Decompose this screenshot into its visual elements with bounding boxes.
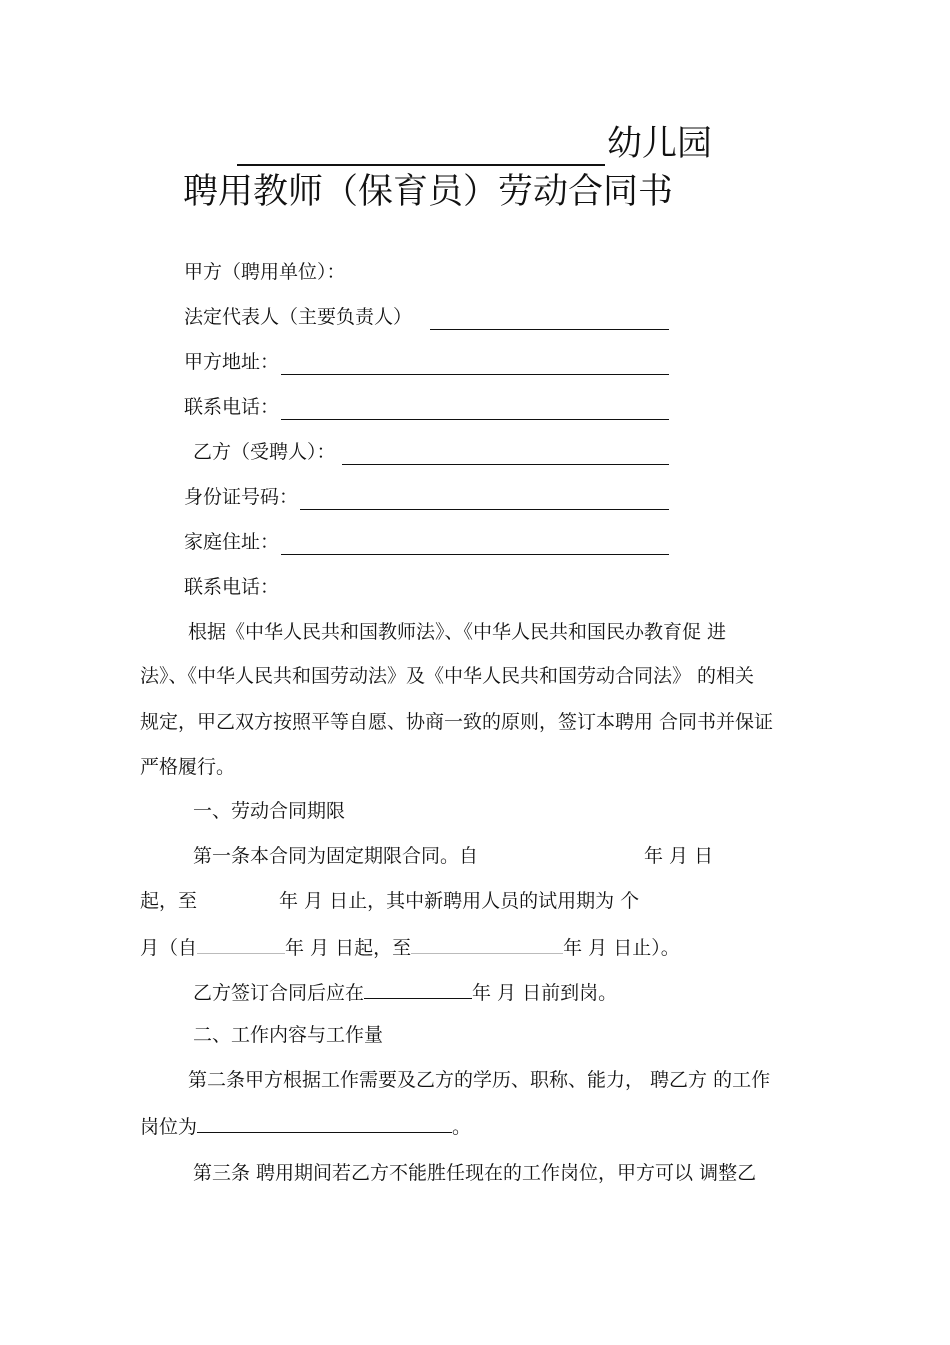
report-text-a: 乙方签订合同后应在 [193, 982, 365, 1004]
article-3-line-1: 第三条 聘用期间若乙方不能胜任现在的工作岗位，甲方可以 调整乙 [193, 1162, 757, 1184]
party-b-phone-label: 联系电话： [184, 576, 280, 598]
party-b-blank[interactable] [342, 444, 669, 465]
article-1-line-3 [140, 933, 680, 961]
preamble-line-4: 严格履行。 [140, 756, 236, 778]
section-2-heading: 二、工作内容与工作量 [193, 1024, 384, 1046]
title-line-1 [237, 122, 712, 166]
legal-rep-field [184, 304, 669, 330]
party-a-phone-field [184, 394, 669, 420]
document-title: 聘用教师（保育员）劳动合同书 [183, 172, 674, 212]
probation-start-blank[interactable] [197, 933, 285, 954]
preamble-line-2: 法》、《中华人民共和国劳动法》及《中华人民共和国劳动合同法》 的相关 [140, 665, 755, 687]
article-2-line-2 [140, 1112, 471, 1140]
article-1-text-e: 月（自 [140, 937, 198, 959]
party-b-label: 乙方（受聘人）： [193, 441, 336, 463]
home-address-field [184, 529, 669, 555]
party-a-label: 甲方（聘用单位）： [184, 261, 346, 283]
article-2-text-b: 。 [452, 1116, 472, 1138]
legal-rep-label: 法定代表人（主要负责人） [184, 306, 413, 328]
id-number-field [184, 484, 669, 510]
home-address-blank[interactable] [281, 534, 669, 555]
id-number-label: 身份证号码： [184, 486, 299, 508]
home-address-label: 家庭住址： [184, 531, 280, 553]
article-1-text-c: 起，至 [140, 890, 198, 912]
preamble-line-1: 根据《中华人民共和国教师法》、《中华人民共和国民办教育促 进 [188, 621, 727, 643]
report-date-line [193, 978, 617, 1006]
report-text-b: 年 月 日前到岗。 [472, 982, 618, 1004]
section-1-heading: 一、劳动合同期限 [193, 800, 346, 822]
party-a-address-field [184, 349, 669, 375]
party-b-field [193, 439, 669, 465]
party-a-address-label: 甲方地址： [184, 351, 280, 373]
article-1-text-g: 年 月 日止）。 [563, 937, 680, 959]
legal-rep-blank[interactable] [430, 309, 669, 330]
article-1-date-1: 年 月 日 [644, 845, 714, 867]
title-suffix: 幼儿园 [607, 124, 713, 164]
article-1-line-1 [193, 843, 478, 869]
party-a-phone-blank[interactable] [281, 399, 669, 420]
article-1-text-d: 年 月 日止，其中新聘用人员的试用期为 个 [279, 890, 640, 912]
party-a-phone-label: 联系电话： [184, 396, 280, 418]
article-2-line-1: 第二条甲方根据工作需要及乙方的学历、职称、能力， 聘乙方 的工作 [188, 1069, 771, 1091]
article-1-text-f: 年 月 日起，至 [285, 937, 412, 959]
article-1-text-a: 第一条本合同为固定期限合同。自 [193, 845, 479, 867]
preamble-line-3: 规定，甲乙双方按照平等自愿、协商一致的原则，签订本聘用 合同书并保证 [140, 711, 774, 733]
job-position-blank[interactable] [197, 1112, 452, 1133]
probation-end-blank[interactable] [411, 933, 563, 954]
party-a-address-blank[interactable] [281, 354, 669, 375]
id-number-blank[interactable] [300, 489, 669, 510]
report-date-blank[interactable] [364, 978, 472, 999]
kindergarten-name-blank[interactable] [237, 130, 605, 166]
article-2-text-a: 岗位为 [140, 1116, 198, 1138]
